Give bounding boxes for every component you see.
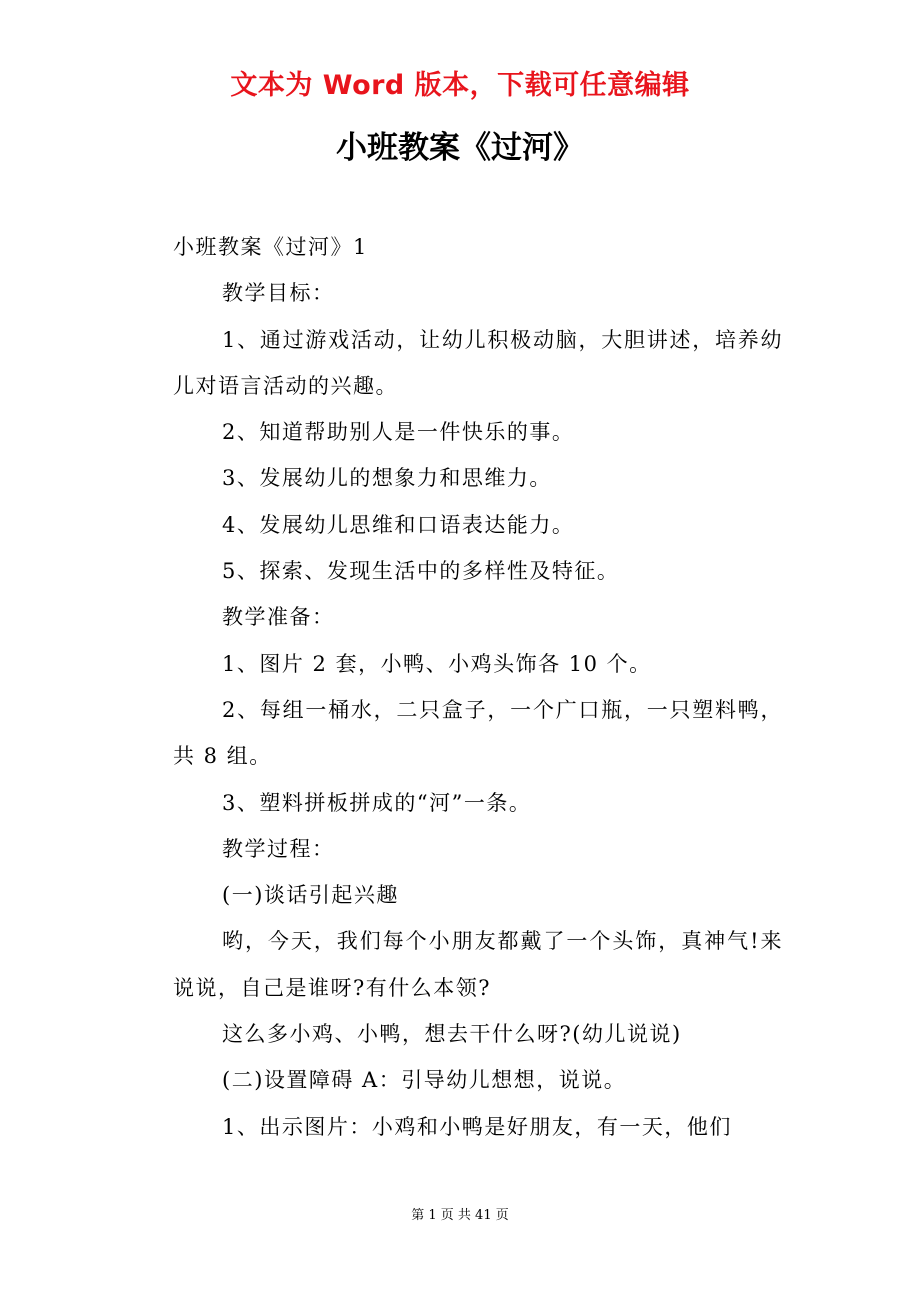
download-notice-banner: 文本为 Word 版本，下载可任意编辑 bbox=[230, 70, 690, 101]
paragraph: 1、图片 2 套，小鸭、小鸡头饰各 10 个。 bbox=[222, 651, 652, 676]
page-number-footer: 第 1 页 共 41 页 bbox=[411, 1208, 509, 1223]
document-title: 小班教案《过河》 bbox=[336, 130, 584, 166]
paragraph: 2、知道帮助别人是一件快乐的事。 bbox=[222, 420, 575, 445]
paragraph: 教学过程： bbox=[222, 836, 335, 861]
paragraph: 教学目标： bbox=[222, 281, 335, 306]
section-heading: 小班教案《过河》1 bbox=[173, 235, 368, 259]
paragraph: 5、探索、发现生活中的多样性及特征。 bbox=[222, 559, 620, 584]
paragraph: 1、通过游戏活动，让幼儿积极动脑，大胆讲述，培养幼儿对语言活动的兴趣。 bbox=[173, 327, 783, 398]
document-body bbox=[173, 224, 783, 1150]
paragraph: (一)谈话引起兴趣 bbox=[222, 883, 399, 908]
paragraph: (二)设置障碍 A：引导幼儿想想，说说。 bbox=[222, 1068, 627, 1093]
paragraph: 哟，今天，我们每个小朋友都戴了一个头饰，真神气!来说说，自己是谁呀?有什么本领? bbox=[173, 929, 783, 1000]
paragraph: 1、出示图片：小鸡和小鸭是好朋友，有一天，他们 bbox=[222, 1114, 732, 1139]
paragraph: 3、塑料拼板拼成的“河”一条。 bbox=[222, 790, 532, 815]
paragraph: 教学准备： bbox=[222, 605, 335, 630]
paragraph: 4、发展幼儿思维和口语表达能力。 bbox=[222, 512, 575, 537]
paragraph: 这么多小鸡、小鸭，想去干什么呀?(幼儿说说) bbox=[222, 1022, 682, 1047]
paragraph: 2、每组一桶水，二只盒子，一个广口瓶，一只塑料鸭，共 8 组。 bbox=[173, 697, 783, 769]
paragraph: 3、发展幼儿的想象力和思维力。 bbox=[222, 466, 552, 491]
